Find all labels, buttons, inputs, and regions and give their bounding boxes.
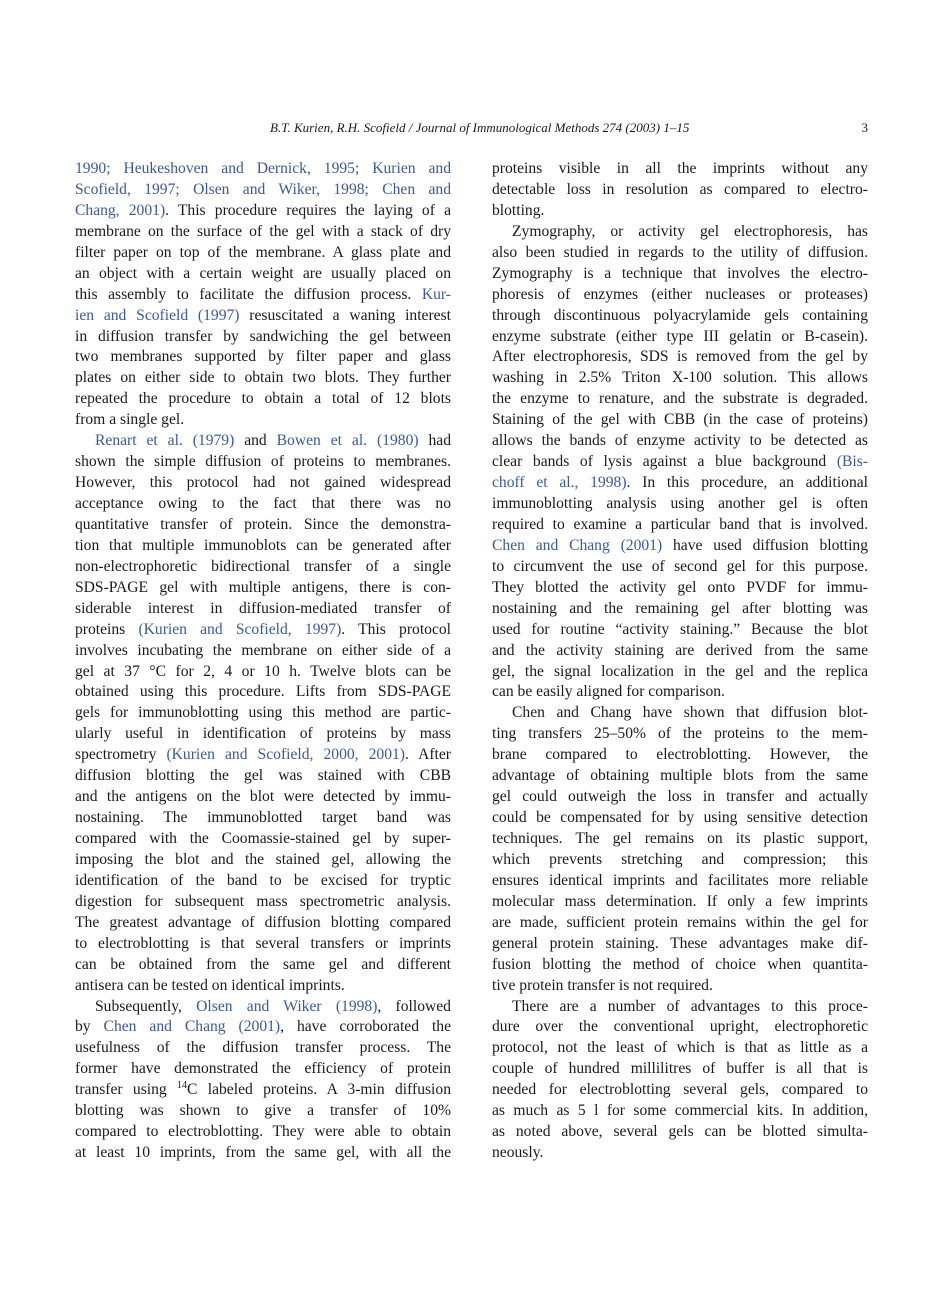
body-text: , have corroborated the	[280, 1018, 451, 1036]
text-line: are made, sufficient protein remains within the gel for	[492, 913, 868, 931]
body-text: spectrometry	[75, 746, 167, 764]
text-line: through discontinuous polyacrylamide gels containing	[492, 306, 868, 324]
text-line: advantage of obtaining multiple blots from the same	[492, 767, 868, 785]
text-line: molecular mass determination. If only a few imprints	[492, 892, 868, 910]
citation-link[interactable]: Chang, 2001)	[75, 201, 166, 219]
body-text: C labeled proteins. A 3-min diffusion	[187, 1081, 451, 1099]
citation-link[interactable]: Chen and Chang (2001)	[103, 1018, 281, 1036]
text-line: diffusion blotting the gel was stained with CBB	[75, 767, 451, 785]
text-line: as noted above, several gels can be blotted simulta-	[492, 1123, 868, 1141]
text-line: couple of hundred millilitres of buffer is all that is	[492, 1060, 868, 1078]
text-line: general protein staining. These advantages make dif-	[492, 934, 868, 952]
right-column	[492, 159, 868, 1164]
text-line	[75, 997, 451, 1018]
text-line: brane compared to electroblotting. However, the	[492, 746, 868, 764]
text-line: gel could outweigh the loss in transfer and actually	[492, 788, 868, 806]
text-line: repeated the procedure to obtain a total of 12 blots	[75, 390, 451, 408]
text-line	[75, 620, 451, 641]
text-line: can be easily aligned for comparison.	[492, 683, 725, 701]
text-line: an object with a certain weight are usually placed on	[75, 264, 451, 282]
left-column	[75, 159, 451, 1164]
text-line: There are a number of advantages to this proce-	[512, 997, 868, 1015]
text-line	[75, 745, 451, 766]
text-line: They blotted the activity gel onto PVDF for immu-	[492, 578, 868, 596]
text-line: antisera can be tested on identical imprints.	[75, 976, 345, 994]
text-line	[492, 452, 868, 473]
text-line: neously.	[492, 1144, 544, 1162]
body-text: transfer using	[75, 1081, 178, 1099]
text-line: compared to electroblotting. They were able to obtain	[75, 1123, 451, 1141]
text-line: enzyme substrate (either type III gelatin or B-casein).	[492, 327, 868, 345]
body-text: . In this procedure, an additional	[626, 474, 868, 492]
running-title: B.T. Kurien, R.H. Scofield / Journal of Immunological Methods 274 (2003) 1–15	[270, 120, 690, 135]
text-line: non-electrophoretic bidirectional transfer of a single	[75, 557, 451, 575]
text-line: dure over the conventional upright, electrophoretic	[492, 1018, 868, 1036]
text-line: at least 10 imprints, from the same gel, with all the	[75, 1144, 451, 1162]
page-number: 3	[861, 120, 868, 135]
text-line: required to examine a particular band that is involved.	[492, 515, 868, 533]
citation-link[interactable]: choff et al., 1998)	[492, 474, 627, 492]
text-line: could be compensated for by using sensitive detection	[492, 809, 868, 827]
text-line: former have demonstrated the efficiency of protein	[75, 1060, 451, 1078]
text-line: two membranes supported by filter paper and glass	[75, 348, 451, 366]
text-line: gel, the signal localization in the gel and the replica	[492, 662, 868, 680]
text-line	[75, 431, 451, 452]
text-line: imposing the blot and the stained gel, allowing the	[75, 850, 451, 868]
text-line: immunoblotting analysis using another gel is often	[492, 495, 868, 512]
text-line: nostaining. The immunoblotted target band was	[75, 809, 451, 827]
text-line: compared with the Coomassie-stained gel by super-	[75, 830, 451, 847]
citation-link[interactable]: ien and Scofield (1997)	[75, 306, 240, 324]
body-text: resuscitated a waning interest	[239, 306, 451, 324]
text-line: However, this protocol had not gained widespread	[75, 474, 451, 492]
text-line: nostaining and the remaining gel after blotting was	[492, 599, 868, 617]
text-line: fusion blotting the method of choice when quantita-	[492, 955, 868, 973]
citation-link[interactable]: 1990; Heukeshoven and Dernick, 1995; Kurien and	[75, 160, 451, 177]
text-line: needed for electroblotting several gels, compared to	[492, 1081, 868, 1099]
citation-link[interactable]: Kur-	[421, 285, 451, 303]
text-line	[75, 159, 451, 180]
text-line: identification of the band to be excised for tryptic	[75, 871, 451, 889]
text-line: to electroblotting is that several transfers or imprints	[75, 934, 451, 952]
text-line	[75, 201, 451, 222]
citation-link[interactable]: Scofield, 1997; Olsen and Wiker, 1998; Chen and	[75, 180, 451, 198]
body-text: . This procedure requires the laying of a	[165, 201, 451, 219]
text-line: protocol, not the least of which is that as little as a	[492, 1039, 868, 1057]
text-line: washing in 2.5% Triton X-100 solution. This allows	[492, 369, 868, 387]
text-line: SDS-PAGE gel with multiple antigens, there is con-	[75, 578, 451, 596]
citation-link[interactable]: Olsen and Wiker (1998)	[196, 997, 378, 1015]
body-text: . After	[405, 746, 451, 764]
text-line: obtained using this procedure. Lifts from SDS-PAGE	[75, 683, 451, 701]
body-text: proteins	[75, 620, 139, 638]
text-line: proteins visible in all the imprints without any	[492, 160, 868, 177]
text-line: shown the simple diffusion of proteins to membranes.	[75, 453, 451, 471]
body-text: clear bands of lysis against a blue background	[492, 453, 837, 471]
text-line: tive protein transfer is not required.	[492, 976, 713, 994]
text-line: siderable interest in diffusion-mediated transfer of	[75, 599, 451, 617]
text-line: used for routine “activity staining.” Because the blot	[492, 620, 868, 638]
text-line: and the antigens on the blot were detected by immu-	[75, 788, 451, 806]
text-line	[75, 306, 451, 327]
text-line: blotting was shown to give a transfer of 10%	[75, 1102, 451, 1120]
text-line: also been studied in regards to the utility of diffusion.	[492, 243, 868, 261]
text-line: quantitative transfer of protein. Since the demonstra-	[75, 515, 451, 533]
text-line: gels for immunoblotting using this method are partic-	[75, 704, 451, 722]
text-line: in diffusion transfer by sandwiching the gel between	[75, 327, 451, 345]
text-line: Zymography is a technique that involves the electro-	[492, 264, 868, 282]
text-line: ensures identical imprints and facilitates more reliable	[492, 871, 868, 889]
text-line: ularly useful in identification of proteins by mass	[75, 725, 451, 743]
text-line: membrane on the surface of the gel with a stack of dry	[75, 222, 451, 240]
citation-link[interactable]: (Kurien and Scofield, 2000, 2001)	[166, 746, 405, 764]
text-line: allows the bands of enzyme activity to be detected as	[492, 432, 868, 450]
text-line: and the activity staining are derived from the same	[492, 641, 868, 659]
text-line: involves incubating the membrane on either side of a	[75, 641, 451, 659]
text-line: can be obtained from the same gel and different	[75, 955, 451, 973]
body-text: , followed	[377, 997, 451, 1015]
body-text: Subsequently,	[95, 997, 197, 1015]
text-line: The greatest advantage of diffusion blotting compared	[75, 913, 451, 931]
text-line	[75, 1080, 451, 1101]
text-line: tion that multiple immunoblots can be generated after	[75, 536, 451, 554]
text-line: Staining of the gel with CBB (in the case of proteins)	[492, 411, 868, 429]
text-line: detectable loss in resolution as compared to electro-	[492, 180, 868, 198]
text-line	[75, 285, 451, 306]
text-line	[75, 180, 451, 201]
text-line: filter paper on top of the membrane. A glass plate and	[75, 243, 451, 261]
text-line: which prevents stretching and compression; this	[492, 850, 868, 868]
text-line: blotting.	[492, 201, 545, 219]
citation-link[interactable]: (Bis-	[836, 453, 868, 471]
text-line: phoresis of enzymes (either nucleases or proteases)	[492, 285, 868, 303]
text-line: gel at 37 °C for 2, 4 or 10 h. Twelve blots can be	[75, 662, 451, 680]
text-line: ting transfers 25–50% of the proteins to the mem-	[492, 725, 868, 743]
body-text: this assembly to facilitate the diffusion process.	[75, 285, 422, 303]
text-line: the enzyme to renature, and the substrate is degraded.	[492, 390, 868, 408]
text-line: to circumvent the use of second gel for this purpose.	[492, 557, 868, 575]
citation-link[interactable]: Bowen et al. (1980)	[276, 432, 419, 450]
text-line	[492, 536, 868, 557]
citation-link[interactable]: Chen and Chang (2001)	[492, 536, 663, 554]
body-text: have used diffusion blotting	[662, 536, 868, 554]
citation-link[interactable]: (Kurien and Scofield, 1997)	[138, 620, 342, 638]
text-line: After electrophoresis, SDS is removed from the gel by	[492, 348, 868, 366]
text-line: techniques. The gel remains on its plastic support,	[492, 830, 868, 847]
running-header	[0, 120, 950, 140]
text-line: plates on either side to obtain two blots. They further	[75, 369, 451, 387]
text-line: from a single gel.	[75, 411, 185, 429]
superscript: 14	[177, 1080, 188, 1092]
text-line: Chen and Chang have shown that diffusion blot-	[512, 704, 868, 722]
text-line: acceptance owing to the fact that there was no	[75, 495, 451, 512]
text-line: digestion for subsequent mass spectrometric analysis.	[75, 892, 451, 910]
body-text: and	[234, 432, 277, 450]
text-line	[75, 1017, 451, 1038]
text-line: as much as 5 l for some commercial kits. In addition,	[492, 1102, 868, 1120]
body-text: had	[418, 432, 451, 450]
body-text: . This protocol	[341, 620, 451, 638]
text-line: Zymography, or activity gel electrophoresis, has	[512, 222, 868, 240]
text-line: usefulness of the diffusion transfer process. The	[75, 1039, 451, 1057]
citation-link[interactable]: Renart et al. (1979)	[95, 432, 235, 450]
body-text: by	[75, 1018, 104, 1036]
text-line	[492, 473, 868, 494]
